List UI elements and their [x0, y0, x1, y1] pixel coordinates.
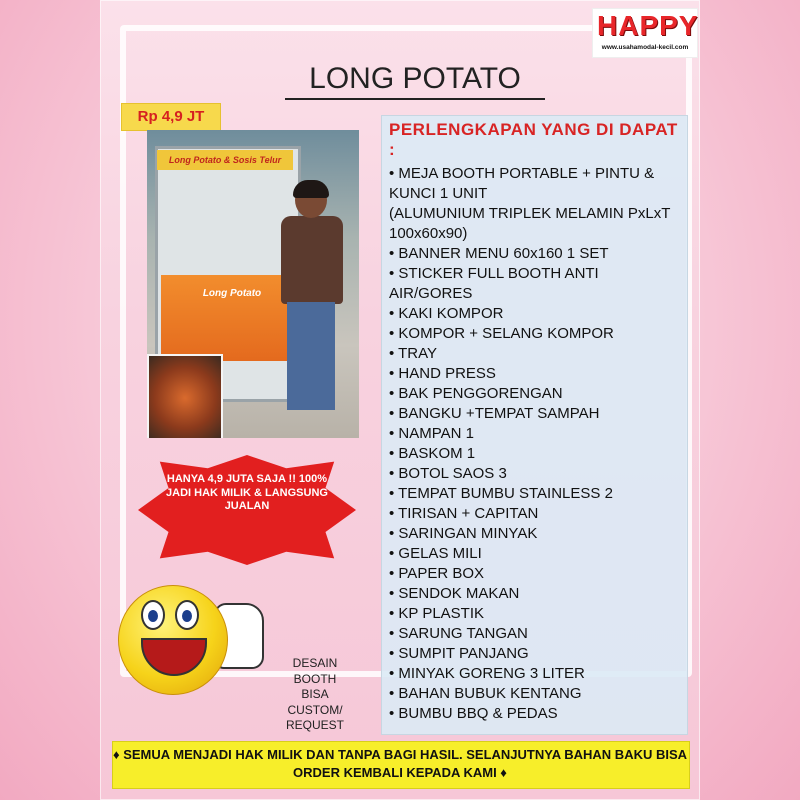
list-item: • SARINGAN MINYAK — [389, 525, 538, 542]
logo-url: www.usahamodal-kecil.com — [601, 44, 689, 51]
list-item: • BANNER MENU 60x160 1 SET — [389, 245, 609, 262]
list-item: • MEJA BOOTH PORTABLE + PINTU & KUNCI 1 UNIT (ALUMUNIUM TRIPLEK MELAMIN PxLxT 100x60x90) — [389, 165, 671, 242]
price-badge: Rp 4,9 JT — [121, 103, 221, 131]
list-item: • KP PLASTIK — [389, 605, 485, 622]
happy-logo — [592, 8, 698, 58]
list-item: • BANGKU +TEMPAT SAMPAH — [389, 405, 600, 422]
list-item: • TEMPAT BUMBU STAINLESS 2 — [389, 485, 613, 502]
list-item: • TRAY — [389, 345, 438, 362]
equipment-list — [389, 164, 685, 724]
food-inset-image — [147, 354, 223, 438]
list-item: • BUMBU BBQ & PEDAS — [389, 705, 558, 722]
list-item: • TIRISAN + CAPITAN — [389, 505, 539, 522]
logo-word: HAPPY — [597, 10, 699, 41]
list-item: • BASKOM 1 — [389, 445, 476, 462]
thumbs-up-smiley-icon — [118, 585, 238, 695]
list-item: • STICKER FULL BOOTH ANTI AIR/GORES — [389, 265, 599, 302]
list-item: • BAK PENGGORENGAN — [389, 385, 563, 402]
list-item: • KAKI KOMPOR — [389, 305, 504, 322]
poster-title: LONG POTATO — [285, 60, 545, 100]
equipment-heading: PERLENGKAPAN YANG DI DAPAT : — [389, 120, 678, 159]
list-item: • GELAS MILI — [389, 545, 482, 562]
list-item: • BAHAN BUBUK KENTANG — [389, 685, 582, 702]
booth-panel-label: Long Potato — [202, 288, 262, 299]
list-item: • BOTOL SAOS 3 — [389, 465, 507, 482]
starburst-text: HANYA 4,9 JUTA SAJA !! 100% JADI HAK MILIK & LANGSUNG JUALAN — [166, 473, 328, 512]
vendor-person — [277, 180, 347, 430]
list-item: • SARUNG TANGAN — [389, 625, 528, 642]
list-item: • PAPER BOX — [389, 565, 485, 582]
design-custom-note: DESAIN BOOTH BISA CUSTOM/ REQUEST — [285, 656, 344, 732]
list-item: • HAND PRESS — [389, 365, 496, 382]
booth-sign: Long Potato & Sosis Telur — [157, 150, 293, 170]
list-item: • MINYAK GORENG 3 LITER — [389, 665, 585, 682]
footer-text: ♦ SEMUA MENJADI HAK MILIK DAN TANPA BAGI HASIL. SELANJUTNYA BAHAN BAKU BISA ORDER KEMBALI KEPADA KAMI ♦ — [112, 747, 688, 780]
list-item: • KOMPOR + SELANG KOMPOR — [389, 325, 614, 342]
booth-photo — [147, 130, 359, 438]
list-item: • SUMPIT PANJANG — [389, 645, 529, 662]
list-item: • SENDOK MAKAN — [389, 585, 520, 602]
list-item: • NAMPAN 1 — [389, 425, 474, 442]
